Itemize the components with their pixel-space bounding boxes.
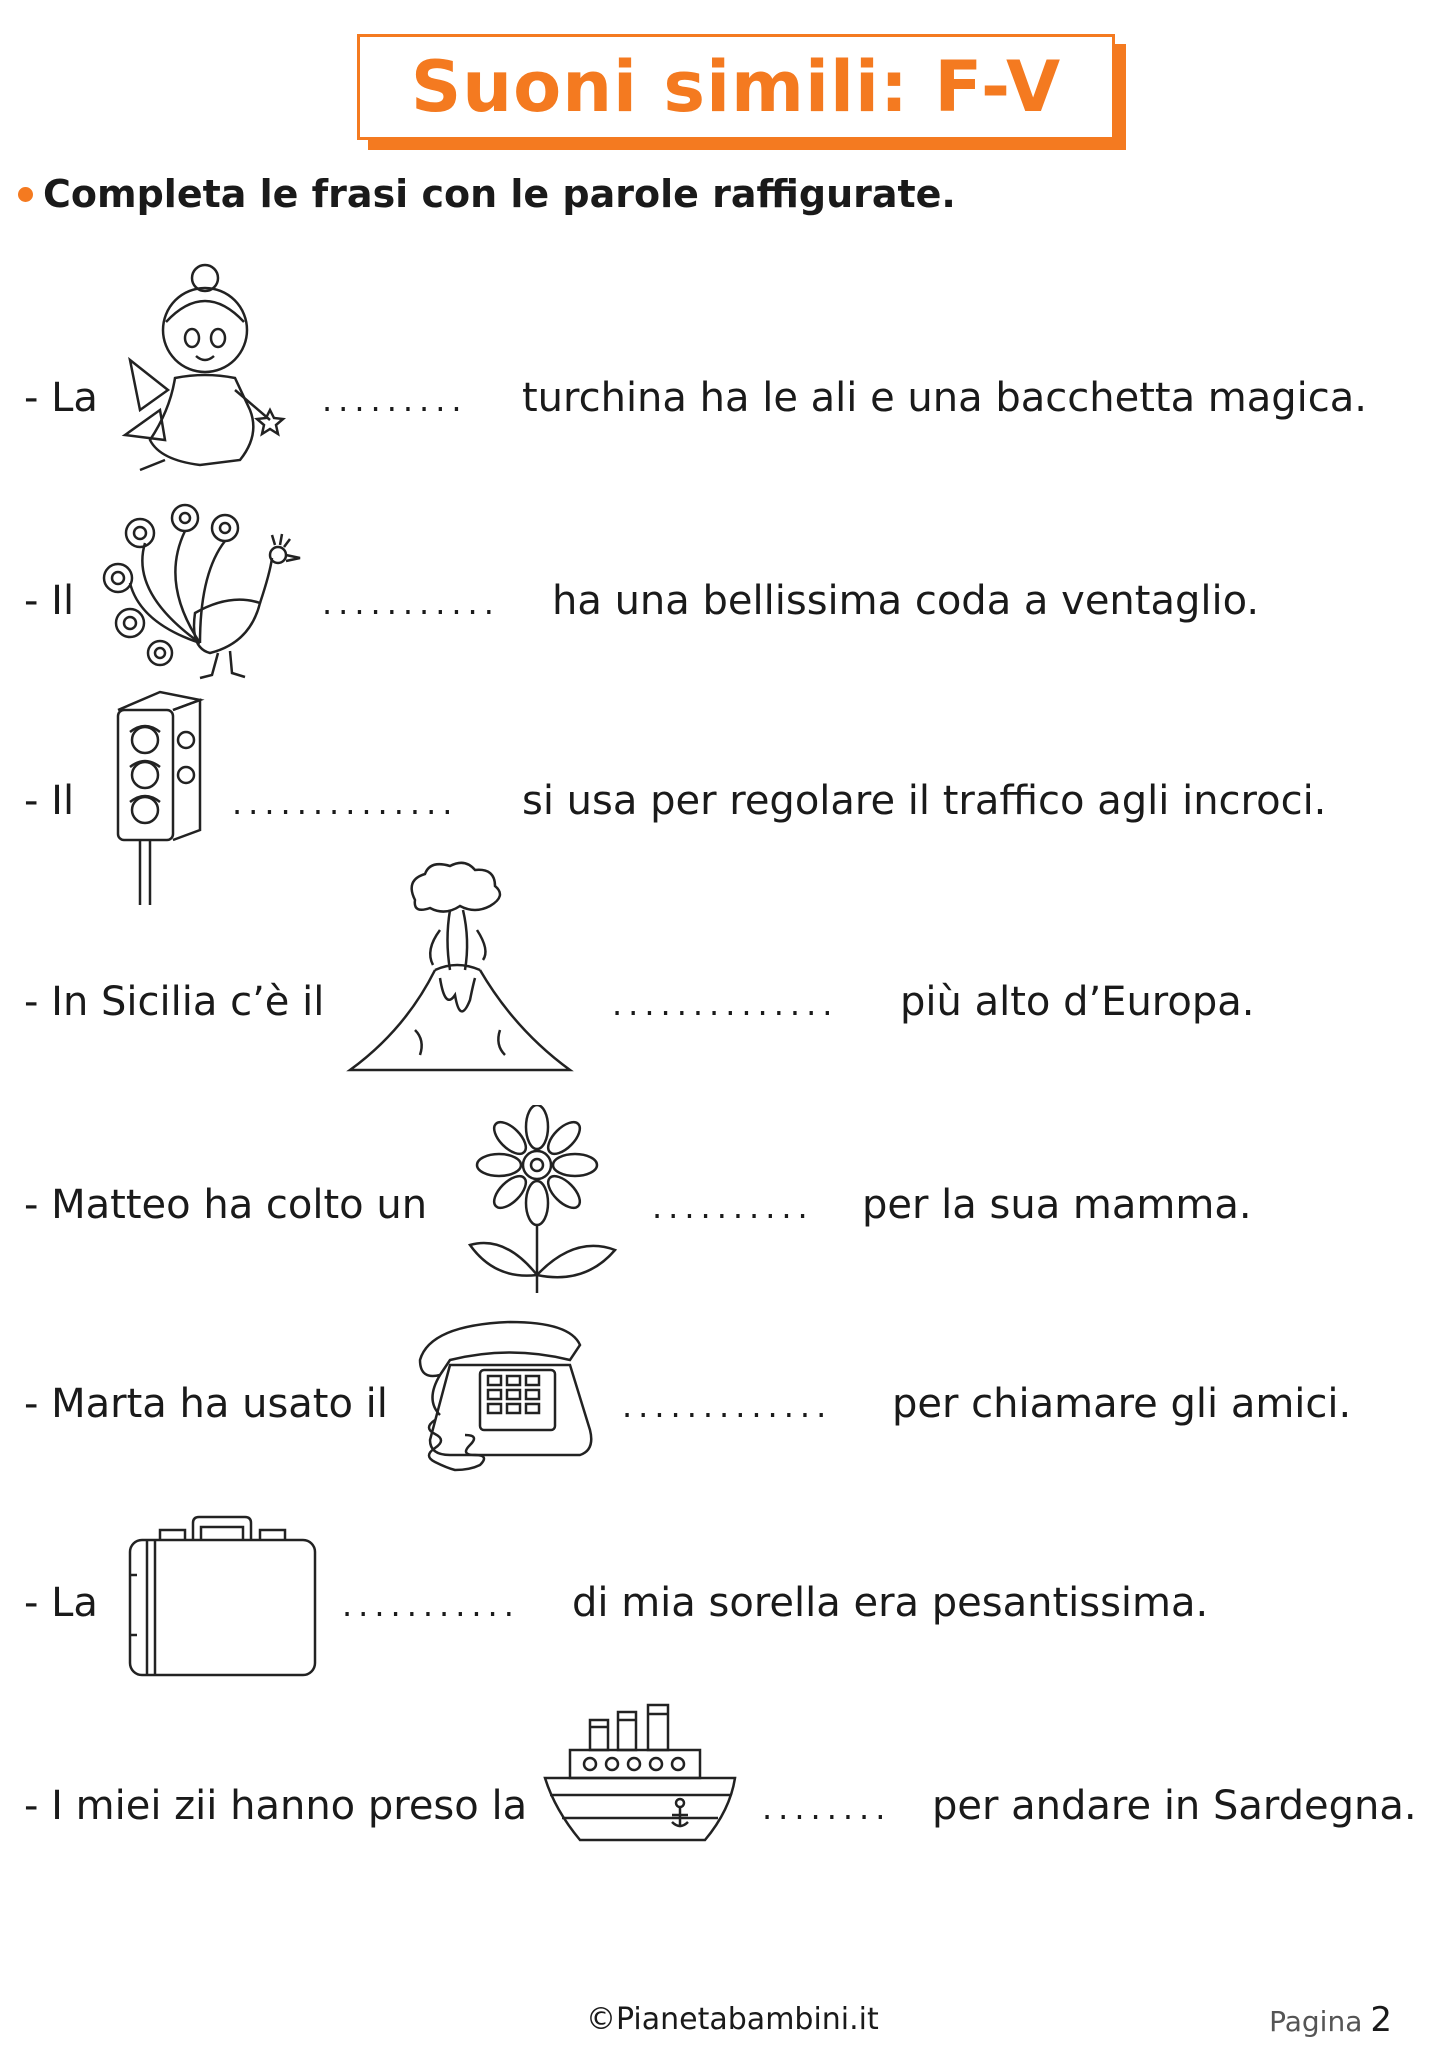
answer-blank: ......... xyxy=(322,381,468,419)
sentence-end: per andare in Sardegna. xyxy=(932,1783,1417,1829)
page-indicator xyxy=(1269,2000,1392,2040)
answer-blank: ........ xyxy=(762,1789,892,1827)
peacock-icon xyxy=(100,503,305,683)
sentence-start: - I miei zii hanno preso la xyxy=(24,1783,528,1829)
ship-icon xyxy=(540,1700,740,1850)
answer-blank: .............. xyxy=(612,985,839,1023)
answer-blank: ........... xyxy=(322,584,500,622)
sentence-start: - Il xyxy=(24,578,75,624)
suitcase-icon xyxy=(125,1515,320,1680)
instruction xyxy=(18,172,956,216)
sentence-start: - Marta ha usato il xyxy=(24,1381,388,1427)
sentence-start: - Il xyxy=(24,778,75,824)
sentence-end: di mia sorella era pesantissima. xyxy=(572,1580,1209,1626)
sentence-start: - La xyxy=(24,375,98,421)
page-number: 2 xyxy=(1370,2000,1392,2040)
answer-blank: ........... xyxy=(342,1586,520,1624)
bullet-icon xyxy=(18,187,33,202)
title-box xyxy=(357,34,1115,140)
page-label: Pagina xyxy=(1269,2005,1363,2038)
sentence-end: ha una bellissima coda a ventaglio. xyxy=(552,578,1260,624)
sentence-start: - La xyxy=(24,1580,98,1626)
sentence-end: turchina ha le ali e una bacchetta magica. xyxy=(522,375,1367,421)
sentence-end: per la sua mamma. xyxy=(862,1182,1252,1228)
sentence-end: si usa per regolare il traffico agli incroci. xyxy=(522,778,1327,824)
sentence-end: per chiamare gli amici. xyxy=(892,1381,1352,1427)
fairy-icon xyxy=(120,260,290,475)
sentence-end: più alto d’Europa. xyxy=(900,979,1255,1025)
volcano-icon xyxy=(345,860,575,1080)
answer-blank: .............. xyxy=(232,784,459,822)
sentence-start: - In Sicilia c’è il xyxy=(24,979,325,1025)
answer-blank: .......... xyxy=(652,1188,814,1226)
sentence-start: - Matteo ha colto un xyxy=(24,1182,428,1228)
traffic-light-icon xyxy=(100,690,220,908)
flower-icon xyxy=(465,1105,625,1295)
telephone-icon xyxy=(410,1320,605,1480)
answer-blank: ............. xyxy=(622,1387,833,1425)
page-title: Suoni simili: F-V xyxy=(410,46,1062,128)
copyright: ©Pianetabambini.it xyxy=(586,2002,879,2037)
instruction-text: Completa le frasi con le parole raffigurate. xyxy=(43,172,956,216)
